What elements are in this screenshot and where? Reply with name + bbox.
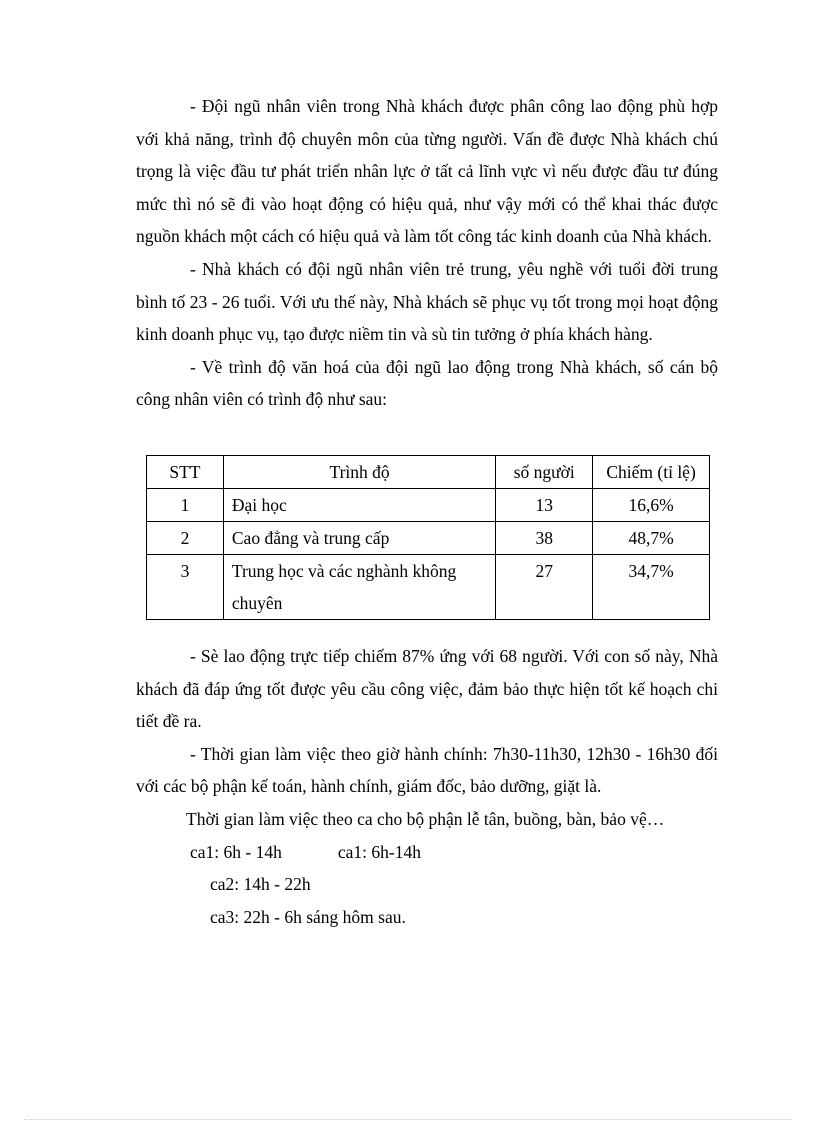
page-bottom-divider (24, 1119, 792, 1120)
paragraph-office-hours: - Thời gian làm việc theo giờ hành chính: 7h30-11h30, 12h30 - 16h30 đối với các bộ phận kế toán, hành chính, giám đốc, bảo dưỡng, giặt là. (136, 743, 718, 797)
cell-stt: 2 (147, 521, 224, 554)
cell-ratio: 34,7% (593, 554, 710, 619)
shift-1b: ca1: 6h-14h (337, 841, 421, 862)
shift-line-2: ca2: 14h - 22h (210, 874, 311, 895)
shift-line-1 (136, 836, 718, 869)
paragraph-shift-intro: Thời gian làm việc theo ca cho bộ phận lễ tân, buồng, bàn, bảo vệ… (186, 808, 665, 829)
table-row (147, 488, 710, 521)
table-row (147, 521, 710, 554)
table-row (147, 554, 710, 619)
paragraph-education-intro: - Về trình độ văn hoá của đội ngũ lao động trong Nhà khách, số cán bộ công nhân viên có trình độ như sau: (136, 356, 718, 410)
header-ratio: Chiếm (tỉ lệ) (593, 455, 710, 488)
header-count: số người (496, 455, 593, 488)
header-stt: STT (147, 455, 224, 488)
cell-count: 13 (496, 488, 593, 521)
document-page (136, 90, 718, 933)
table-header-row (147, 455, 710, 488)
cell-ratio: 16,6% (593, 488, 710, 521)
cell-level: Đại học (223, 488, 495, 521)
cell-ratio: 48,7% (593, 521, 710, 554)
cell-level: Trung học và các nghành không chuyên (223, 554, 495, 619)
shift-line-3: ca3: 22h - 6h sáng hôm sau. (210, 906, 406, 927)
cell-stt: 3 (147, 554, 224, 619)
cell-count: 27 (496, 554, 593, 619)
cell-stt: 1 (147, 488, 224, 521)
shift-schedule (136, 836, 718, 934)
paragraph-direct-labor: - Sè lao động trực tiếp chiếm 87% ứng với 68 người. Với con số này, Nhà khách đã đáp ứng tốt được yêu cầu công việc, đảm bảo thực hiện tốt kế hoạch chi tiết đề ra. (136, 645, 718, 732)
shift-1a: ca1: 6h - 14h (190, 841, 282, 862)
paragraph-young-staff: - Nhà khách có đội ngũ nhân viên trẻ trung, yêu nghề với tuổi đời trung bình tố 23 - 26 tuổi. Với ưu thế này, Nhà khách sẽ phục vụ tốt trong mọi hoạt động kinh doanh phục vụ, tạo được niềm tin và sù tin tưởng ở phía khách hàng. (136, 258, 718, 345)
cell-level: Cao đẳng và trung cấp (223, 521, 495, 554)
cell-count: 38 (496, 521, 593, 554)
header-level: Trình độ (223, 455, 495, 488)
education-table (146, 455, 710, 620)
paragraph-staff-assignment: - Đội ngũ nhân viên trong Nhà khách được phân công lao động phù hợp với khả năng, trình độ chuyên môn của từng người. Vấn đề được Nhà khách chú trọng là việc đầu tư phát triển nhân lực ở tất cả lĩnh vực vì nếu được đầu tư đúng mức thì nó sẽ đi vào hoạt động có hiệu quả, như vậy mới có thể khai thác được nguồn khách một cách có hiệu quả và làm tốt công tác kinh doanh của Nhà khách. (136, 96, 718, 247)
